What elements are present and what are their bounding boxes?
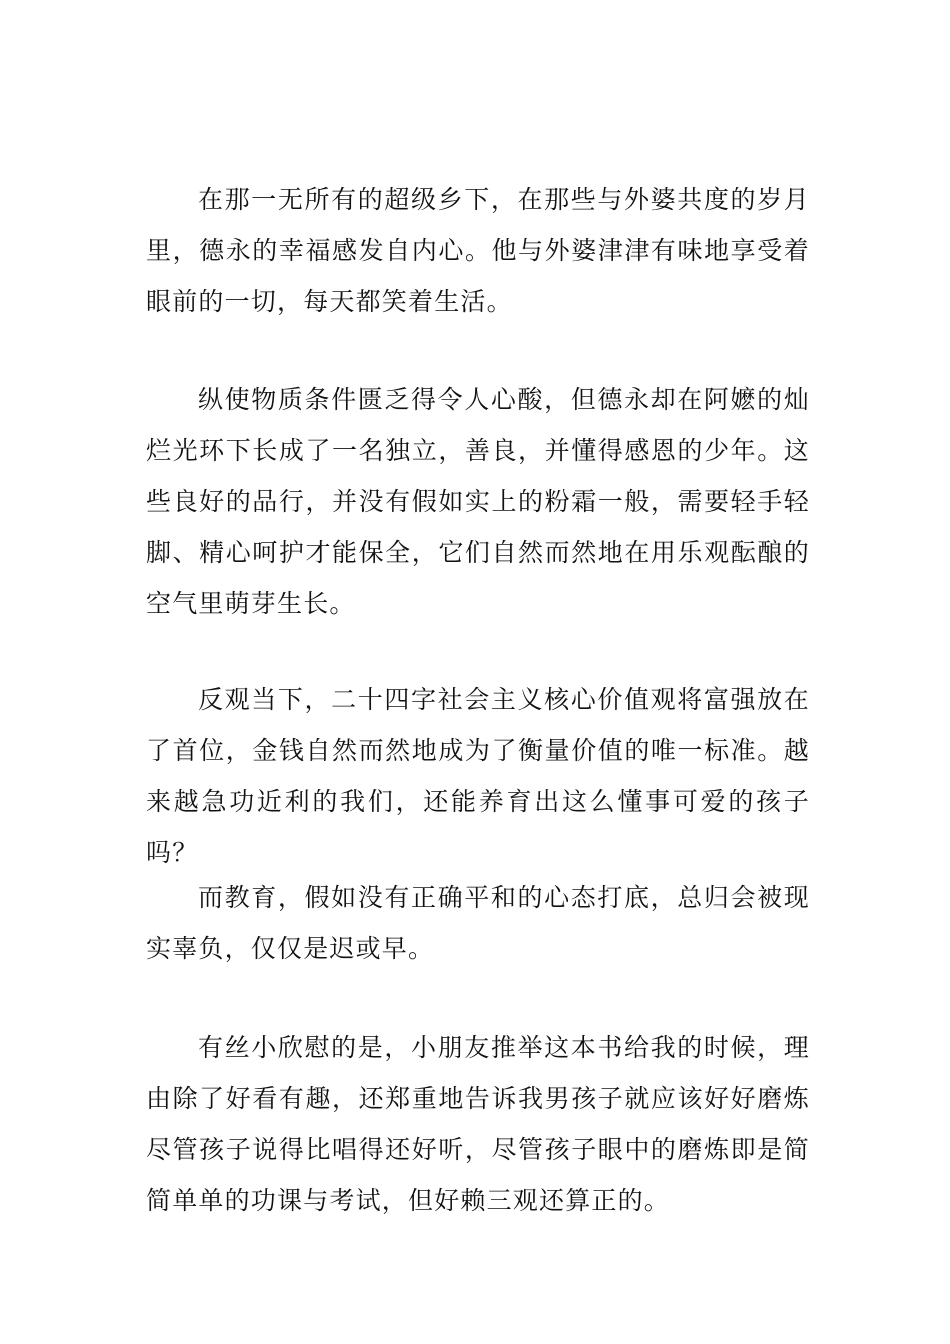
paragraph-1: 在那一无所有的超级乡下，在那些与外婆共度的岁月里，德永的幸福感发自内心。他与外婆津津有味地享受着眼前的一切，每天都笑着生活。 (146, 185, 810, 316)
paragraph-5: 有丝小欣慰的是，小朋友推举这本书给我的时候，理由除了好看有趣，还郑重地告诉我男孩子就应该好好磨炼尽管孩子说得比唱得还好听，尽管孩子眼中的磨炼即是简简单单的功课与考试，但好赖三观还算正的。 (146, 1033, 810, 1215)
paragraph-3: 反观当下，二十四字社会主义核心价值观将富强放在了首位，金钱自然而然地成为了衡量价值的唯一标准。越来越急功近利的我们，还能养育出这么懂事可爱的孩子吗？ (146, 685, 810, 867)
paragraph-2: 纵使物质条件匮乏得令人心酸，但德永却在阿嬷的灿烂光环下长成了一名独立，善良，并懂得感恩的少年。这些良好的品行，并没有假如实上的粉霜一般，需要轻手轻脚、精心呵护才能保全，它们自然而然地在用乐观酝酿的空气里萌芽生长。 (146, 385, 810, 618)
paragraph-4: 而教育，假如没有正确平和的心态打底，总归会被现实辜负，仅仅是迟或早。 (146, 883, 810, 963)
